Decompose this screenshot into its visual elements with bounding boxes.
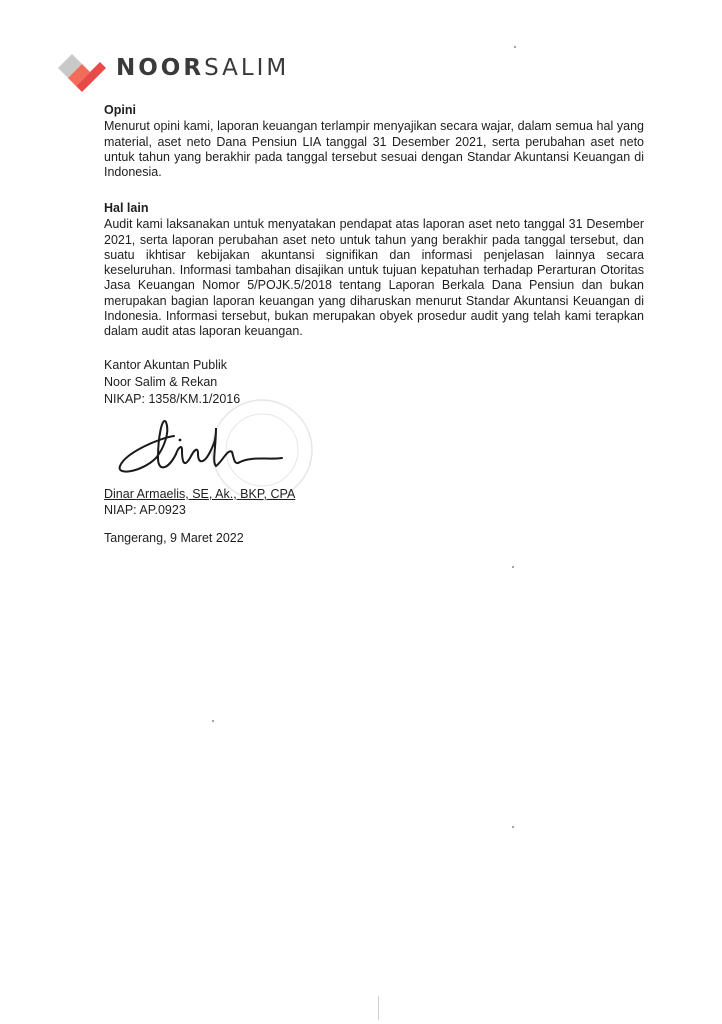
hal-lain-section (104, 201, 644, 340)
hal-lain-paragraph: Audit kami laksanakan untuk menyatakan pendapat atas laporan aset neto tanggal 31 Desember 2021, serta laporan perubahan aset neto untuk tahun yang berakhir pada tanggal tersebut, dan suatu ikhtisar kebijakan akuntansi signifikan dan informasi penjelasan lainnya secara keseluruhan. Informasi tambahan disajikan untuk tujuan kepatuhan terhadap Perarturan Otoritas Jasa Keuangan Nomor 5/POJK.5/2018 tentang Laporan Berkala Dana Pensiun dan bukan merupakan bagian laporan keuangan yang diharuskan menurut Standar Akuntansi Keuangan di Indonesia. Informasi tersebut, bukan merupakan obyek prosedur audit yang telah kami terapkan dalam audit atas laporan keuangan. (104, 217, 644, 339)
signing-date: Tangerang, 9 Maret 2022 (104, 531, 244, 545)
opini-paragraph: Menurut opini kami, laporan keuangan terlampir menyajikan secara wajar, dalam semua hal yang material, aset neto Dana Pensiun LIA tanggal 31 Desember 2021, serta perubahan aset neto untuk tahun yang berakhir pada tanggal tersebut sesuai dengan Standar Akuntansi Keuangan di Indonesia. (104, 119, 644, 180)
signer-niap: NIAP: AP.0923 (104, 503, 186, 517)
signer-block (104, 486, 295, 518)
scan-dot (512, 566, 514, 568)
signer-name: Dinar Armaelis, SE, Ak., BKP, CPA (104, 487, 296, 501)
firm-name: Noor Salim & Rekan (104, 375, 218, 389)
noorsalim-logo-icon (54, 44, 108, 92)
hal-lain-heading: Hal lain (104, 201, 149, 215)
firm-nikap: NIKAP: 1358/KM.1/2016 (104, 392, 241, 406)
scan-dot (514, 46, 516, 48)
opini-heading: Opini (104, 103, 136, 117)
scan-dot (512, 826, 514, 828)
handwritten-signature (112, 418, 307, 484)
logo-wordmark: NOORSALIM (116, 55, 290, 81)
company-logo (54, 42, 289, 94)
firm-type: Kantor Akuntan Publik (104, 358, 227, 372)
opini-section (104, 103, 644, 180)
scan-line (378, 996, 379, 1020)
scan-dot (212, 720, 214, 722)
